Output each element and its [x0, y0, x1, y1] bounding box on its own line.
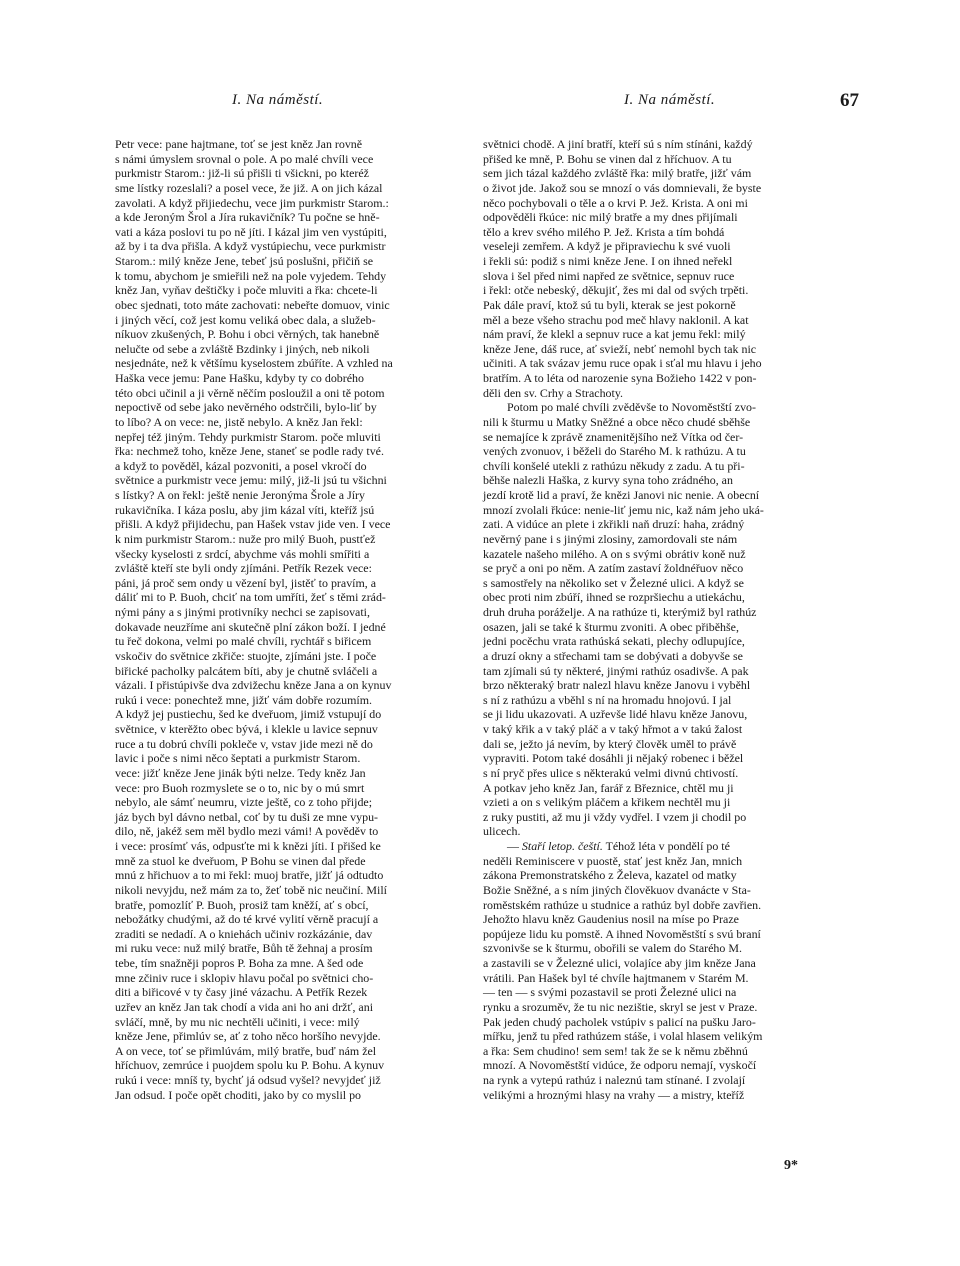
paragraph: světnici chodě. A jiní bratří, kteří sú s ním stínáni, každý přišed ke mně, P. Bohu se vinen dal z hříchuov. A tu sem jich tázal každého zvláště řka: milý bratře, jižť vám o život jde. Jakož sou se mnozí o vás domnievali, že byste něco pochybovali o těle a o krvi P. Jež. Krista. A oni mi odpověděli řkúce: nic milý bratře a my dnes přijímali tělo a krev svého milého P. Jež. Krista a tím bohdá veseleji zemřem. A když je připraviechu k své vuoli i řekli sú: podiž s nimi kněze Jene. I on ihned neřekl slova i šel před nimi napřed ze světnice, sepnuv ruce i řekl: otče nebeský, děkujiť, žes mi dal od svých trpěti. Pak dále praví, ktož sú tu byli, kterak se jest pokorně měl a beze všeho strachu pod meč hlavy naklonil. A kat nám praví, že klekl a sepnuv ruce a kat jemu řekl: milý kněze Jene, dáš ruce, ať svieží, nebť nemohl bych tak nic učiniti. A tak svázav jemu ruce opak i sťal mu hlavu i jeho bratřím. A to léta od narozenie syna Božieho 1422 v pon- děli den sv. Crhy a Strachoty.	[483, 137, 762, 400]
source-title: Staří letop. čeští.	[521, 839, 603, 853]
paragraph-with-source	[483, 839, 847, 1102]
running-head-right: I. Na náměstí.	[624, 92, 716, 108]
left-column	[115, 137, 479, 1102]
right-column	[483, 137, 847, 1102]
paragraph: Potom po malé chvíli zvěděvše to Novoměstští zvo- nili k šturmu u Matky Sněžné a obce něco chudé sběhše se nemajíce k zprávě znamenitějšího než Vítka od čer- vených zvonuov, i běželi do Starého M. k rathúzu. A tu chvíli konšelé utekli z rathúzu někudy z zadu. A tu při- běhše nalezli Haška, z kurvy syna toho zrádného, an jezdí krotě lid a praví, že knězi Janovi nic nenie. A obecní mnozí zvolali řkúce: nenie-liť jemu nic, kaž nám jeho uká- zati. A vidúce an plete i zkřikli naň druzí: haha, zrádný nevěrný pane i s jinými zlosiny, zamordovali ste nám kazatele našeho milého. A on s svými obrátiv koně nuž se pryč a oni po něm. A zatím zastaví žoldnéřuov něco s samostřely na několiko set v Železné ulici. A když se obec proti nim zbúří, ihned se rozpršiechu a utiekáchu, druh druha poráželje. A na rathúze ti, kterýmiž byl rathúz osazen, jali se také k šturmu zvoniti. A obec přiběhše, jedni pocěchu vrata rathúská sekati, plechy odlupujíce, a druzí okny a střechami tam se dobývati a dobyvše se tam zjímali sú ty některé, jinými rathúz osadivše. A pak brzo některaký bratr nalezl hlavu kněze Janovu i vyběhl s ní z rathúzu a vběhl s ní na hromadu hnojovú. I jal se ji lidu ukazovati. A uzřevše lidé hlavu kněze Janovu, v taký křik a v taký pláč a v taký hřmot a v takú žalost dali se, ježto já nevím, by který člověk uměl to právě vypraviti. Potom také dosáhli ji nějaký robenec i běžel s ní pryč přes ulice s některakú velmi divnú chtivostí. A potkav jeho kněz Jan, farář z Březnice, chtěl mu ji vzieti a on s velikým pláčem a křikem nechtěl mu ji z ruky pustiti, až mu ji vždy vydřel. I vzem ji chodil po ulicech.	[483, 400, 764, 839]
em-dash: —	[507, 839, 522, 853]
paragraph-text: Téhož léta v pondělí po té neděli Reminiscere v puostě, stať jest kněz Jan, mnich zákona Premonstratského z Želeva, kazatel od matky Božie Sněžné, a s ním jiných člověkuov dvanácte v Sta- roměstském rathúze u studnice a rathúz byl dobře zavřien. Jehožto hlavu kněz Gaudenius nosil na míse po Praze popújeze lidu ku pomstě. A ihned Novoměstští s svú braní szvonivše se k šturmu, obořili se valem do Starého M. a zastavili se v Železné ulici, volajíce aby jim kněze Jana vrátili. Pan Hašek byl té chvíle hajtmanem v Starém M. — ten — s svými pozastavil se proti Železné ulici na rynku a srozuměv, že tu nic nezištie, skryl se jest v Praze. Pak jeden chudý pacholek vstúpiv s palicí na pušku Jaro- mířku, jenž tu před rathúzem stáše, i volal hlasem velikým a řka: Sem chudino! sem sem! tak že se k němu zběhnú mnozí. A Novoměstští vidúce, že odporu nemají, vyskočí na rynk a vytepú rathúz i naleznú tam stínané. I zvolají velikými a hroznými hlasy na vrahy — a mistry, kteříž	[483, 839, 763, 1102]
paragraph: Petr vece: pane hajtmane, toť se jest kněz Jan rovně s námi úmyslem srovnal o pole. A po malé chvíli vece purkmistr Starom.: již-li sú přišli ti všickni, po kteréž sme lístky rozeslali? a posel vece, že již. A on jich kázal zavolati. A když přijiedechu, vece jim purkmistr Starom.: a kde Jeroným Šrol a Jíra rukavičník? Tu počne se hně- vati a káza poslovi tu po ně jíti. I kázal jim ven vystúpiti, až by i ta dva přišla. A když vystúpiechu, vece purkmistr Starom.: milý kněze Jene, tebeť jsú poslušni, přičiň se k tomu, abychom je smieřili než na pole vyjedem. Tehdy kněz Jan, vyňav deštičky i poče mluviti a řka: chcete-li obec sjednati, toto máte zachovati: nebeřte domuov, vinic i jiných věcí, což jest komu veliká obec dala, a služeb- níkuov zkušených, P. Bohu i obci věrných, tak hanebně nelučte od sebe a zvláště Bzdinky i jiných, neb nikoli nesjednáte, než k většímu kyselostem zbúříte. A vzhled na Haška vece jemu: Pane Hašku, kdyby ty co dobrého této obci učinil a ji věrně něčím posloužil a oni tě potom nepoctivě od sebe jako nevěrného odstrčili, bylo-liť by to líbo? A on vece: ne, jistě nebylo. A kněz Jan řekl: nepřej též jiným. Tehdy purkmistr Starom. poče mluviti řka: nechmež toho, kněze Jene, staneť se podle rady tvé. a když to pověděl, kázal pozvoniti, a posel vkročí do světnice a purkmistr vece jemu: milý, již-li jsú tu všichni s lístky? A on řekl: ještě nenie Jeronýma Šrole a Jíry rukavičníka. I káza poslu, aby jim kázal víti, kteříž jsú přišli. A když přijidechu, pan Hašek vstav jide ven. I vece k nim purkmistr Starom.: nuže pro milý Buoh, pustťež všecky kyselosti z srdcí, abychme vás mohli smířiti a zvláště kteří ste byli ondy zjímáni. Petřík Rezek vece: páni, já proč sem ondy u vězení byl, jistěť to pravím, a dáliť mi to P. Buoh, chciť na tom umříti, žeť s těmi zrád- nými pány a s jinými protivníky nechci se zapisovati, dokavade neuzříme ani skutečně plní zákon boží. I jedné tu řeč dokona, velmi po malé chvíli, rychtář s biřicem vskočiv do světnice zkřiče: stuojte, zjímáni jste. I poče biřické pacholky palcátem bíti, aby je chutně svláčeli a vázali. I přistúpivše dva zdvižechu kněze Jana a on kynuv rukú i vece: ponechtež mne, jižť vám dobře rozumím. A když jej pustiechu, šed ke dveřuom, jimiž vstupují do světnice, v kterěžto obec bývá, i klekle u lavice sepnuv ruce a tu dobrú chvíli pokleče v, vstav jide mezi ně do lavic i poče s nimi něco šeptati a purkmistr Starom. vece: jižť kněze Jene jinák býti nelze. Tedy kněz Jan vece: pro Buoh rozmyslete se o to, nic by o mú smrt nebylo, ale sámť neumru, vizte ještě, co z toho přijde; jáz bych byl dávno netbal, coť by tu duši ze mne vypu- dilo, ně, jakéž sem měl bydlo mezi vámi! A pověděv to i vece: prosímť vás, odpusťte mi k knězi jíti. I přišed ke mně za stuol ke dveřuom, P Bohu se vinen dal přede mnú z hřichuov a to mi řekl: muoj bratře, jižť já odtudto nikoli nevyjdu, než mám za to, žeť tobě nic neučiní. Milí bratře, pomozlíť P. Buoh, prosiž tam kněží, ať s obcí, nebožátky chudými, až do té krvé vylití věrně pracují a zraditi se nedadí. A o kniehách učiniv rozkázánie, dav mi ruku vece: nuž milý bratře, Bůh tě žehnaj a prosím tebe, tím snažněji popros P. Boha za mne. A šed ode mne zčiniv ruce i sklopiv hlavu počal po světnici cho- diti a biřicové v ty časy jiné vázachu. A Petřík Rezek uzřev an kněz Jan tak chodí a vida ani ho ani držť, ani svláčí, mně, by mu nic nechtěli učiniti, i vece: milý kněze Jene, přimlúv se, ať z toho něco horšího nevyjde. A on vece, toť se přimlúvám, milý bratře, buď nám žel hříchuov, zemrúce i puojdem spolu ku P. Bohu. A kynuv rukú i vece: mníš ty, bychť já odsud vyšel? nevyjdeť již Jan odsud. I poče opět choditi, jako by co myslil po	[115, 137, 393, 1102]
page-header	[0, 92, 960, 118]
signature-mark: 9*	[784, 1158, 798, 1173]
running-head-left: I. Na náměstí.	[232, 92, 324, 108]
page-number: 67	[840, 90, 859, 111]
